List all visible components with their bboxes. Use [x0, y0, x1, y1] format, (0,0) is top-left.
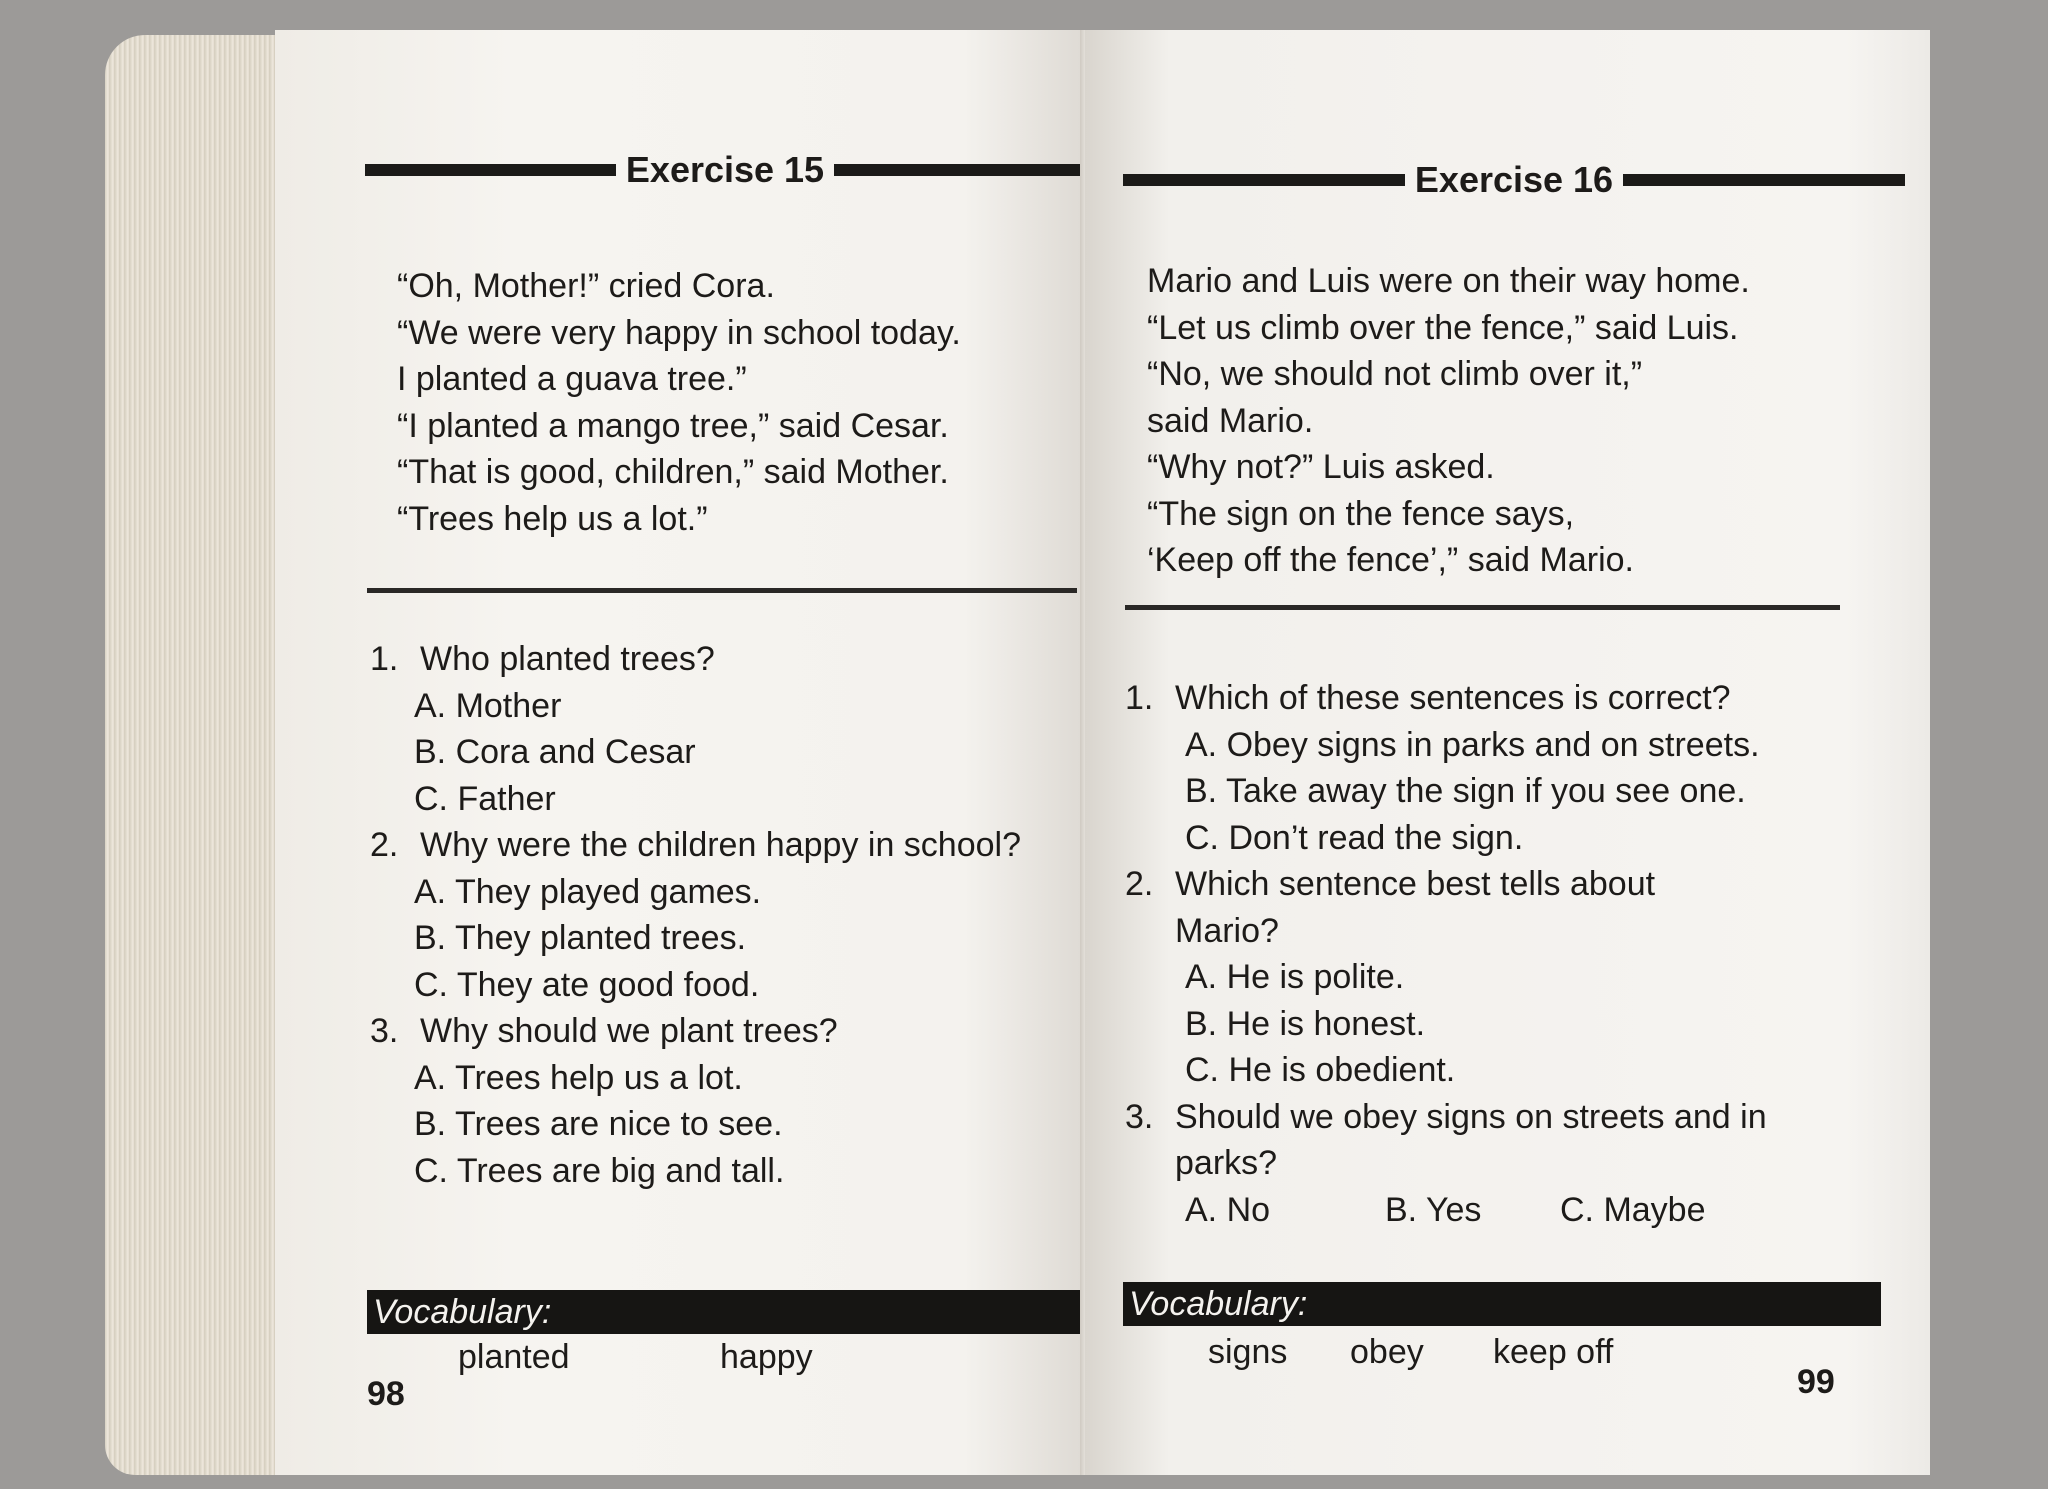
question-1: 1. Who planted trees?	[370, 640, 715, 678]
page-number: 99	[1797, 1363, 1835, 1401]
question-3-option-b: B. Trees are nice to see.	[414, 1105, 783, 1143]
question-1-option-b: B. Cora and Cesar	[414, 733, 696, 771]
header-rule-left	[1123, 174, 1405, 186]
story-divider	[1125, 605, 1840, 610]
vocabulary-word: obey	[1350, 1333, 1424, 1371]
question-2-option-a: A. They played games.	[414, 872, 762, 911]
vocabulary-word: happy	[720, 1338, 813, 1376]
exercise-15-title: Exercise 15	[625, 149, 825, 190]
question-1-option-c: C. Don’t read the sign.	[1185, 818, 1524, 857]
story-line: Mario and Luis were on their way home.	[1147, 262, 1750, 300]
question-1-option-c: C. Father	[414, 779, 556, 818]
question-3-continued: parks?	[1175, 1144, 1278, 1182]
story-line: ‘Keep off the fence’,” said Mario.	[1147, 541, 1634, 579]
page-number: 98	[367, 1375, 405, 1413]
question-2-option-c: C. He is obedient.	[1185, 1051, 1456, 1089]
question-3: 3. Should we obey signs on streets and in	[1125, 1097, 1767, 1136]
question-2-continued: Mario?	[1175, 911, 1279, 950]
story-line: “We were very happy in school today.	[397, 313, 961, 352]
question-2-option-b: B. They planted trees.	[414, 919, 747, 957]
story-line: “The sign on the fence says,	[1147, 494, 1575, 533]
vocabulary-word: keep off	[1493, 1333, 1614, 1371]
question-3-option-c: C. Trees are big and tall.	[414, 1151, 785, 1190]
question-1-option-a: A. Mother	[414, 686, 562, 725]
question-1-option-b: B. Take away the sign if you see one.	[1185, 772, 1746, 810]
question-3: 3. Why should we plant trees?	[370, 1012, 838, 1050]
vocabulary-word: planted	[458, 1338, 570, 1376]
exercise-16-title: Exercise 16	[1414, 159, 1614, 200]
header-rule-right	[1623, 174, 1905, 186]
story-line: “Let us climb over the fence,” said Luis.	[1147, 308, 1739, 347]
vocabulary-label: Vocabulary:	[367, 1290, 1093, 1334]
right-page	[1085, 30, 1930, 1475]
story-divider	[367, 588, 1077, 593]
question-1-option-a: A. Obey signs in parks and on streets.	[1185, 725, 1760, 764]
exercise-16-story	[1147, 258, 1750, 584]
header-rule-right	[834, 164, 1085, 176]
question-2-option-c: C. They ate good food.	[414, 965, 760, 1004]
header-rule-left	[365, 164, 616, 176]
exercise-15-story	[397, 263, 961, 542]
book-page-edges	[105, 35, 295, 1475]
vocabulary-label: Vocabulary:	[1123, 1282, 1881, 1326]
story-line: “Why not?” Luis asked.	[1147, 448, 1495, 486]
question-3-option-b: B. Yes	[1385, 1190, 1482, 1229]
exercise-16-questions	[1125, 675, 1767, 1233]
story-line: “That is good, children,” said Mother.	[397, 453, 949, 491]
story-line: “No, we should not climb over it,”	[1147, 355, 1643, 393]
exercise-16-header	[1123, 158, 1905, 202]
question-3-option-a: A. No	[1185, 1190, 1271, 1229]
question-2: 2. Which sentence best tells about	[1125, 865, 1656, 903]
story-line: “I planted a mango tree,” said Cesar.	[397, 406, 949, 445]
left-page	[275, 30, 1085, 1475]
question-3-option-c: C. Maybe	[1560, 1190, 1706, 1229]
question-2: 2. Why were the children happy in school?	[370, 826, 1021, 864]
story-line: said Mario.	[1147, 401, 1314, 440]
question-3-option-a: A. Trees help us a lot.	[414, 1058, 743, 1097]
story-line: “Trees help us a lot.”	[397, 499, 708, 538]
question-3-options	[1125, 1187, 1767, 1234]
exercise-15-questions	[370, 636, 1021, 1194]
story-line: “Oh, Mother!” cried Cora.	[397, 267, 775, 305]
story-line: I planted a guava tree.”	[397, 360, 747, 398]
question-2-option-a: A. He is polite.	[1185, 958, 1405, 996]
exercise-15-header	[365, 148, 1085, 192]
vocabulary-word: signs	[1208, 1333, 1288, 1371]
question-1: 1. Which of these sentences is correct?	[1125, 679, 1731, 717]
question-2-option-b: B. He is honest.	[1185, 1004, 1426, 1043]
